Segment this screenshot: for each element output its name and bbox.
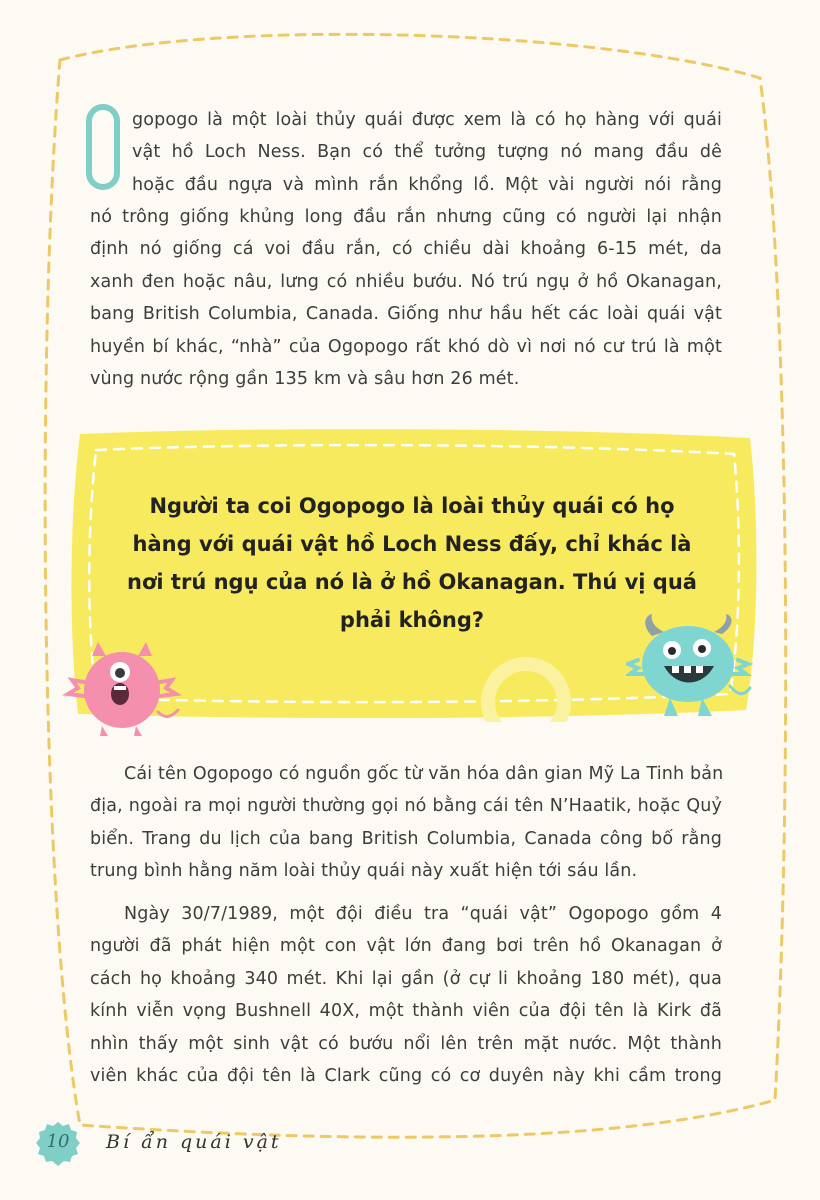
callout-line: nơi trú ngụ của nó là ở hồ Okanagan. Thú vị quá xyxy=(127,570,697,594)
text-line: biển. Trang du lịch của bang British Columbia, Canada công bố rằng xyxy=(90,828,722,849)
text-line: cách họ khoảng 340 mét. Khi lại gần (ở cự li khoảng 180 mét), qua xyxy=(90,968,722,989)
text-line: huyền bí khác, “nhà” của Ogopogo rất khó dò vì nơi nó cư trú là một xyxy=(90,336,722,357)
paragraph-sighting xyxy=(90,898,722,1092)
callout-line: Người ta coi Ogopogo là loài thủy quái có họ xyxy=(149,494,675,518)
paragraph-origin xyxy=(90,758,722,888)
callout-line: phải không? xyxy=(339,608,485,632)
text-line: viên khác của đội tên là Clark cũng có cơ duyên này khi cầm trong xyxy=(90,1066,722,1087)
text-line: xanh đen hoặc nâu, lưng có nhiều bướu. Nó trú ngụ ở hồ Okanagan, xyxy=(90,271,722,292)
text-line: trung bình hằng năm loài thủy quái này xuất hiện tới sáu lần. xyxy=(90,861,638,882)
text-line: vật hồ Loch Ness. Bạn có thể tưởng tượng nó mang đầu dê xyxy=(132,142,722,163)
text-line: định nó giống cá voi đầu rắn, có chiều dài khoảng 6-15 mét, da xyxy=(90,239,722,260)
text-line: nó trông giống khủng long đầu rắn nhưng cũng có người lại nhận xyxy=(90,207,722,227)
text-line: nhìn thấy một sinh vật có bướu nổi lên trên mặt nước. Một thành xyxy=(90,1033,722,1054)
page-number: 10 xyxy=(46,1131,70,1152)
text-line: bang British Columbia, Canada. Giống như hầu hết các loài quái vật xyxy=(90,304,722,325)
text-line: Ngày 30/7/1989, một đội điều tra “quái vật” Ogopogo gồm 4 xyxy=(124,904,722,924)
callout-text xyxy=(108,487,716,639)
callout-line: hàng với quái vật hồ Loch Ness đấy, chỉ khác là xyxy=(132,532,692,556)
text-line: gopogo là một loài thủy quái được xem là có họ hàng với quái xyxy=(132,110,722,130)
running-title: Bí ẩn quái vật xyxy=(106,1131,282,1153)
teal-monster-illustration xyxy=(626,612,756,720)
intro-paragraph-continued xyxy=(90,201,722,395)
intro-paragraph xyxy=(132,104,722,201)
pink-monster-illustration xyxy=(62,636,182,740)
text-line: hoặc đầu ngựa và mình rắn khổng lồ. Một vài người nói rằng xyxy=(132,174,722,195)
text-line: vùng nước rộng gần 135 km và sâu hơn 26 mét. xyxy=(90,369,520,390)
text-line: địa, ngoài ra mọi người thường gọi nó bằng cái tên N’Haatik, hoặc Quỷ xyxy=(90,796,722,817)
text-line: Cái tên Ogopogo có nguồn gốc từ văn hóa dân gian Mỹ La Tinh bản xyxy=(124,764,724,784)
drop-cap-letter-o xyxy=(86,104,120,190)
text-line: người đã phát hiện một con vật lớn đang bơi trên hồ Okanagan ở xyxy=(90,936,722,957)
text-line: kính viễn vọng Bushnell 40X, một thành viên của đội tên là Kirk đã xyxy=(90,1001,722,1022)
